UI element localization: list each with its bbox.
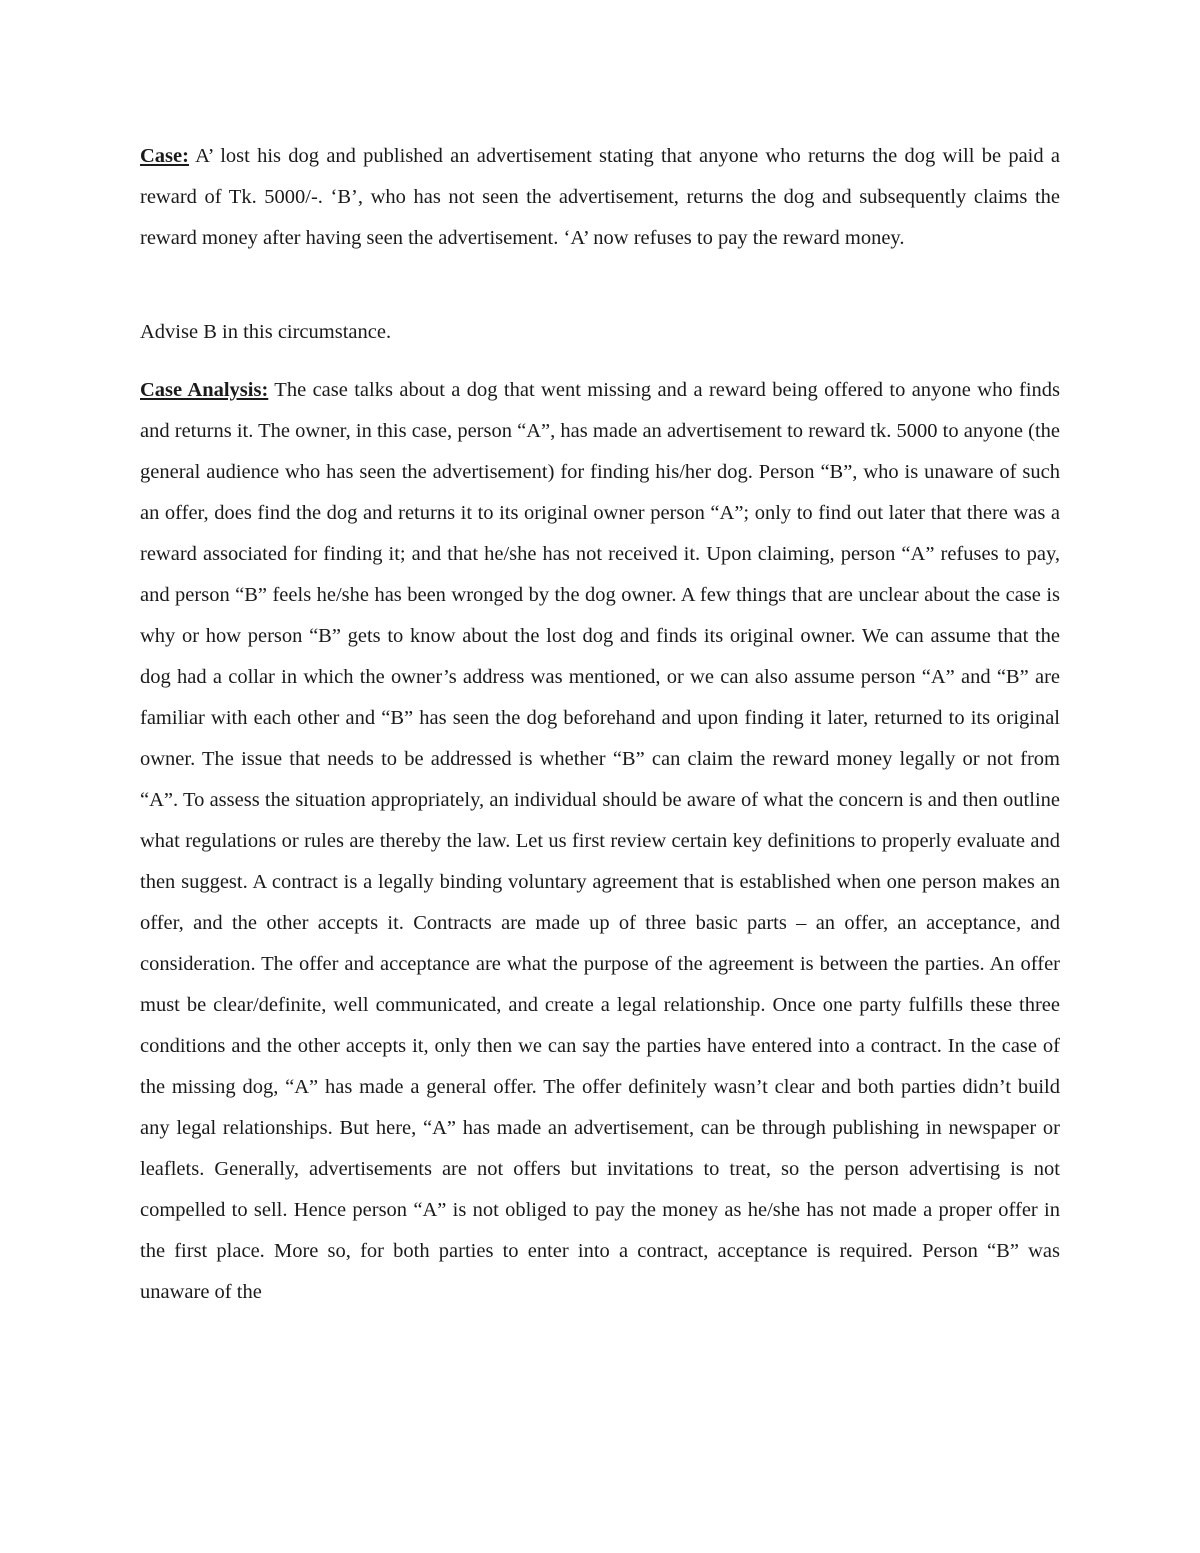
case-paragraph bbox=[140, 136, 1060, 259]
advise-text: Advise B in this circumstance. bbox=[140, 321, 392, 343]
case-text: A’ lost his dog and published an advertisement stating that anyone who returns the dog will be paid a reward of Tk. 5000/-. ‘B’, who has not seen the advertisement, returns the dog and subsequently claims the reward money after having seen the advertisement. ‘A’ now refuses to pay the reward money. bbox=[140, 145, 1060, 249]
case-label: Case: bbox=[140, 145, 189, 167]
case-analysis-label: Case Analysis: bbox=[140, 379, 269, 401]
case-analysis-text: The case talks about a dog that went missing and a reward being offered to anyone who finds and returns it. The owner, in this case, person “A”, has made an advertisement to reward tk. 5000 to anyone (the general audience who has seen the advertisement) for finding his/her dog. Person “B”, who is unaware of such an offer, does find the dog and returns it to its original owner person “A”; only to find out later that there was a reward associated for finding it; and that he/she has not received it. Upon claiming, person “A” refuses to pay, and person “B” feels he/she has been wronged by the dog owner. A few things that are unclear about the case is why or how person “B” gets to know about the lost dog and finds its original owner. We can assume that the dog had a collar in which the owner’s address was mentioned, or we can also assume person “A” and “B” are familiar with each other and “B” has seen the dog beforehand and upon finding it later, returned to its original owner. The issue that needs to be addressed is whether “B” can claim the reward money legally or not from “A”. To assess the situation appropriately, an individual should be aware of what the concern is and then outline what regulations or rules are thereby the law. Let us first review certain key definitions to properly evaluate and then suggest. A contract is a legally binding voluntary agreement that is established when one person makes an offer, and the other accepts it. Contracts are made up of three basic parts – an offer, an acceptance, and consideration. The offer and acceptance are what the purpose of the agreement is between the parties. An offer must be clear/definite, well communicated, and create a legal relationship. Once one party fulfills these three conditions and the other accepts it, only then we can say the parties have entered into a contract. In the case of the missing dog, “A” has made a general offer. The offer definitely wasn’t clear and both parties didn’t build any legal relationships. But here, “A” has made an advertisement, can be through publishing in newspaper or leaflets. Generally, advertisements are not offers but invitations to treat, so the person advertising is not compelled to sell. Hence person “A” is not obliged to pay the money as he/she has not made a proper offer in the first place. More so, for both parties to enter into a contract, acceptance is required. Person “B” was unaware of the bbox=[140, 379, 1060, 1303]
advise-paragraph bbox=[140, 312, 1060, 353]
case-analysis-paragraph bbox=[140, 370, 1060, 1313]
